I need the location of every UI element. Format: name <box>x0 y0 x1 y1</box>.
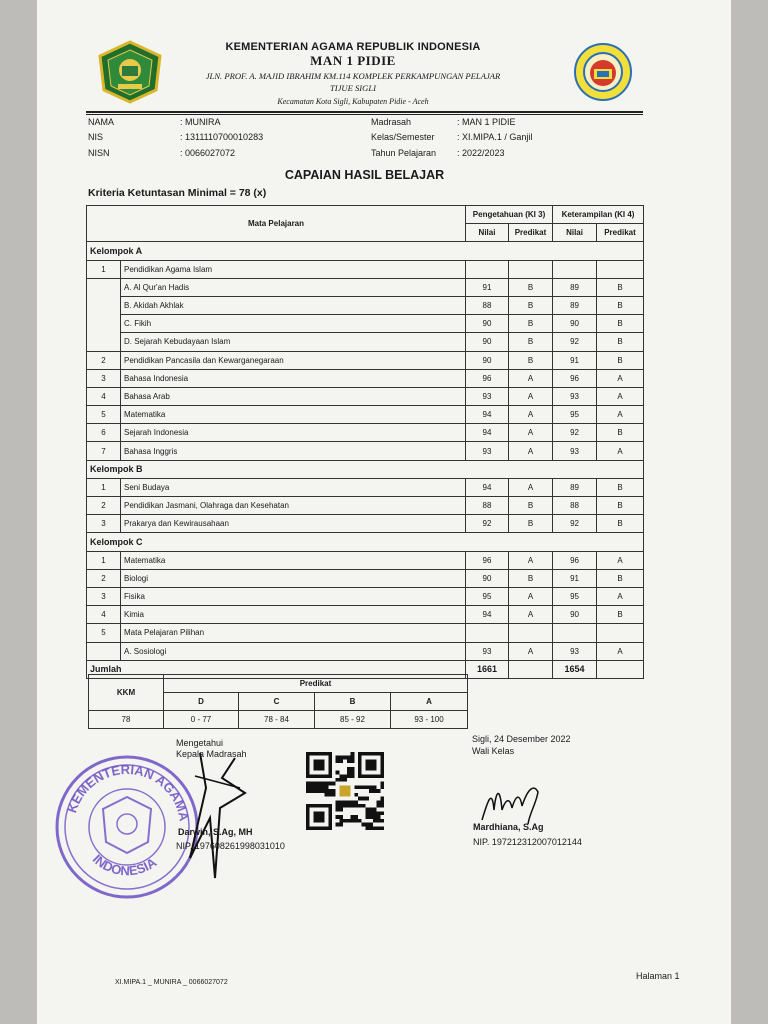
row-number: 4 <box>87 606 121 624</box>
kkm-header: KKM <box>89 675 164 711</box>
header-rule-thin <box>86 114 643 115</box>
ki4-score: 88 <box>553 497 597 515</box>
acknowledged-label: Mengetahui <box>176 738 224 748</box>
kkm-criteria: Kriteria Ketuntasan Minimal = 78 (x) <box>88 187 267 199</box>
report-title: CAPAIAN HASIL BELAJAR <box>284 168 445 182</box>
grade-a: A <box>391 693 468 711</box>
ki3-grade: A <box>509 587 553 605</box>
ki3-score: 94 <box>466 478 509 496</box>
subject-name: Mata Pelajaran Pilihan <box>121 624 466 642</box>
headmaster-nip: NIP. 197608261998031010 <box>176 841 285 851</box>
homeroom-signature-icon <box>478 780 548 826</box>
tahun-label: Tahun Pelajaran <box>371 148 437 158</box>
table-row <box>87 387 644 405</box>
table-row <box>87 260 644 278</box>
predikat-header: Predikat <box>164 675 468 693</box>
total-label: Jumlah <box>87 660 466 678</box>
ki4-grade: B <box>597 296 644 314</box>
place-date: Sigli, 24 Desember 2022 <box>472 734 571 744</box>
ki3-grade: B <box>509 278 553 296</box>
ki3-score: 92 <box>466 515 509 533</box>
row-number: 2 <box>87 497 121 515</box>
ki3-score: 96 <box>466 551 509 569</box>
ki4-grade: A <box>597 442 644 460</box>
ki4-grade: A <box>597 369 644 387</box>
homeroom-label: Wali Kelas <box>472 746 515 756</box>
ki3-grade: B <box>509 333 553 351</box>
ki4-grade: A <box>597 387 644 405</box>
subject-name: Seni Budaya <box>121 478 466 496</box>
ki4-score: 96 <box>553 369 597 387</box>
subject-name: Matematika <box>121 406 466 424</box>
total-ki3-predikat <box>509 660 553 678</box>
ki3-grade: A <box>509 478 553 496</box>
row-number <box>87 333 121 351</box>
ki4-grade: B <box>597 515 644 533</box>
range-b: 85 - 92 <box>315 711 391 729</box>
subject-name: Matematika <box>121 551 466 569</box>
ki3-score: 93 <box>466 642 509 660</box>
subject-name: Pendidikan Pancasila dan Kewarganegaraan <box>121 351 466 369</box>
headmaster-label: Kepala Madrasah <box>176 749 247 759</box>
subject-name: C. Fikih <box>121 315 466 333</box>
headmaster-name: Darwin, S.Ag, MH <box>178 827 253 837</box>
ki3-grade: B <box>509 296 553 314</box>
ki3-grade: A <box>509 369 553 387</box>
subject-name: D. Sejarah Kebudayaan Islam <box>121 333 466 351</box>
ki4-grade: B <box>597 569 644 587</box>
table-row <box>87 333 644 351</box>
table-row <box>87 278 644 296</box>
group-row <box>87 460 644 478</box>
homeroom-nip: NIP. 197212312007012144 <box>473 837 582 847</box>
ki4-score: 96 <box>553 551 597 569</box>
ki3-score: 88 <box>466 497 509 515</box>
ki4-score: 92 <box>553 333 597 351</box>
group-row <box>87 533 644 551</box>
ki3-score: 93 <box>466 387 509 405</box>
ki3-score: 94 <box>466 406 509 424</box>
nis-value: : 1311110700010283 <box>180 132 264 142</box>
table-row <box>87 315 644 333</box>
total-ki4-predikat <box>597 660 644 678</box>
ki3-score: 96 <box>466 369 509 387</box>
subject-name: Pendidikan Jasmani, Olahraga dan Kesehatan <box>121 497 466 515</box>
stamp-text-bottom: INDONESIA <box>89 851 160 879</box>
ki4-grade: A <box>597 587 644 605</box>
ki3-grade: A <box>509 406 553 424</box>
group-label: Kelompok C <box>87 533 644 551</box>
row-number: 3 <box>87 587 121 605</box>
ki3-score: 93 <box>466 442 509 460</box>
school-address-line2: TIJUE SIGLI <box>329 83 377 93</box>
subject-name: B. Akidah Akhlak <box>121 296 466 314</box>
ki3-grade: A <box>509 387 553 405</box>
subject-name: Bahasa Indonesia <box>121 369 466 387</box>
row-number: 3 <box>87 515 121 533</box>
table-row <box>87 642 644 660</box>
ki3-grade: B <box>509 569 553 587</box>
footer-file-id: XI.MIPA.1 _ MUNIRA _ 0066027072 <box>115 979 228 986</box>
ki3-grade <box>509 624 553 642</box>
ki3-grade: A <box>509 442 553 460</box>
total-ki4: 1654 <box>553 660 597 678</box>
row-number: 5 <box>87 624 121 642</box>
ki3-grade: A <box>509 606 553 624</box>
table-row <box>87 551 644 569</box>
row-number: 1 <box>87 478 121 496</box>
school-name: MAN 1 PIDIE <box>310 53 396 68</box>
row-number <box>87 315 121 333</box>
subject-header: Mata Pelajaran <box>87 206 466 242</box>
table-row <box>87 478 644 496</box>
ki4-grade: A <box>597 406 644 424</box>
ki3-grade: A <box>509 424 553 442</box>
row-number: 1 <box>87 260 121 278</box>
row-number <box>87 278 121 296</box>
ki4-grade: B <box>597 478 644 496</box>
ministry-title: KEMENTERIAN AGAMA REPUBLIK INDONESIA <box>225 41 481 53</box>
ki4-nilai-header: Nilai <box>553 224 597 242</box>
nis-label: NIS <box>88 132 104 142</box>
ki3-score: 94 <box>466 606 509 624</box>
ki3-grade: B <box>509 515 553 533</box>
ki3-score: 90 <box>466 351 509 369</box>
ki4-score: 91 <box>553 569 597 587</box>
row-number: 4 <box>87 387 121 405</box>
row-number: 7 <box>87 442 121 460</box>
nama-value: : MUNIRA <box>180 117 221 127</box>
subject-name: Bahasa Arab <box>121 387 466 405</box>
ki3-grade: A <box>509 642 553 660</box>
handwritten-signature-icon <box>150 748 260 898</box>
total-ki3: 1661 <box>466 660 509 678</box>
ki4-score: 92 <box>553 424 597 442</box>
subject-name: Fisika <box>121 587 466 605</box>
ki4-score: 90 <box>553 606 597 624</box>
subject-name: A. Al Qur'an Hadis <box>121 278 466 296</box>
ki4-grade <box>597 624 644 642</box>
subject-name: A. Sosiologi <box>121 642 466 660</box>
row-number: 2 <box>87 569 121 587</box>
subject-name: Kimia <box>121 606 466 624</box>
ki4-predikat-header: Predikat <box>597 224 644 242</box>
table-row <box>87 569 644 587</box>
table-row <box>87 424 644 442</box>
ki3-score: 90 <box>466 315 509 333</box>
subject-name: Pendidikan Agama Islam <box>121 260 466 278</box>
stamp-text-top: KEMENTERIAN AGAMA <box>64 761 192 823</box>
ki4-grade: B <box>597 497 644 515</box>
ki4-grade: B <box>597 278 644 296</box>
subject-name: Prakarya dan Kewirausahaan <box>121 515 466 533</box>
table-row <box>87 606 644 624</box>
table-row <box>87 515 644 533</box>
ki4-grade: A <box>597 551 644 569</box>
school-district: Kecamatan Kota Sigli, Kabupaten Pidie - Aceh <box>277 97 429 106</box>
ki4-grade: B <box>597 351 644 369</box>
ki4-score <box>553 260 597 278</box>
row-number: 3 <box>87 369 121 387</box>
madrasah-value: : MAN 1 PIDIE <box>457 117 516 127</box>
table-row <box>87 442 644 460</box>
ki3-grade: B <box>509 315 553 333</box>
ki4-score: 93 <box>553 642 597 660</box>
table-row <box>87 369 644 387</box>
ki3-grade: B <box>509 497 553 515</box>
subject-name: Biologi <box>121 569 466 587</box>
school-address: JLN. PROF. A. MAJID IBRAHIM KM.114 KOMPLEK PERKAMPUNGAN PELAJAR <box>205 71 501 81</box>
ki3-score <box>466 624 509 642</box>
kkm-table <box>88 674 468 729</box>
subject-name: Bahasa Inggris <box>121 442 466 460</box>
ki4-grade: B <box>597 424 644 442</box>
ki3-score: 90 <box>466 333 509 351</box>
row-number <box>87 642 121 660</box>
row-number: 1 <box>87 551 121 569</box>
row-number: 6 <box>87 424 121 442</box>
kkm-value: 78 <box>89 711 164 729</box>
range-c: 78 - 84 <box>239 711 315 729</box>
homeroom-name: Mardhiana, S.Ag <box>473 822 544 832</box>
row-number: 2 <box>87 351 121 369</box>
ki3-grade: A <box>509 551 553 569</box>
header-rule <box>86 111 643 113</box>
ki3-score: 90 <box>466 569 509 587</box>
subject-name: Sejarah Indonesia <box>121 424 466 442</box>
kelas-value: : XI.MIPA.1 / Ganjil <box>457 132 533 142</box>
range-a: 93 - 100 <box>391 711 468 729</box>
table-row <box>87 351 644 369</box>
ki3-grade: B <box>509 351 553 369</box>
tahun-value: : 2022/2023 <box>457 148 505 158</box>
ki3-grade <box>509 260 553 278</box>
grade-d: D <box>164 693 239 711</box>
ki3-header: Pengetahuan (KI 3) <box>466 206 553 224</box>
ki3-score: 91 <box>466 278 509 296</box>
table-row <box>87 624 644 642</box>
grade-c: C <box>239 693 315 711</box>
ki4-grade: B <box>597 315 644 333</box>
table-row <box>87 497 644 515</box>
ki4-grade: A <box>597 642 644 660</box>
ki3-score: 95 <box>466 587 509 605</box>
table-row <box>87 587 644 605</box>
ki4-header: Keterampilan (KI 4) <box>553 206 644 224</box>
grade-b: B <box>315 693 391 711</box>
group-label: Kelompok B <box>87 460 644 478</box>
nama-label: NAMA <box>88 117 115 127</box>
nisn-value: : 0066027072 <box>180 148 236 158</box>
ki4-score <box>553 624 597 642</box>
ki3-nilai-header: Nilai <box>466 224 509 242</box>
range-d: 0 - 77 <box>164 711 239 729</box>
nisn-label: NISN <box>88 148 110 158</box>
ki4-grade <box>597 260 644 278</box>
grades-table <box>86 205 644 679</box>
ki4-grade: B <box>597 606 644 624</box>
madrasah-label: Madrasah <box>371 117 412 127</box>
ki4-score: 95 <box>553 406 597 424</box>
ki3-score: 88 <box>466 296 509 314</box>
table-row <box>87 296 644 314</box>
ki4-score: 89 <box>553 296 597 314</box>
row-number: 5 <box>87 406 121 424</box>
ki4-score: 92 <box>553 515 597 533</box>
kelas-label: Kelas/Semester <box>371 132 435 142</box>
ki4-score: 93 <box>553 387 597 405</box>
ki4-score: 89 <box>553 278 597 296</box>
ki4-grade: B <box>597 333 644 351</box>
ki3-score: 94 <box>466 424 509 442</box>
ki4-score: 91 <box>553 351 597 369</box>
group-row <box>87 242 644 260</box>
table-row <box>87 406 644 424</box>
ki4-score: 95 <box>553 587 597 605</box>
ki4-score: 90 <box>553 315 597 333</box>
ki3-predikat-header: Predikat <box>509 224 553 242</box>
ki3-score <box>466 260 509 278</box>
ki4-score: 89 <box>553 478 597 496</box>
group-label: Kelompok A <box>87 242 644 260</box>
page-number: Halaman 1 <box>636 971 680 981</box>
ki4-score: 93 <box>553 442 597 460</box>
row-number <box>87 296 121 314</box>
qr-code-icon <box>306 752 384 830</box>
